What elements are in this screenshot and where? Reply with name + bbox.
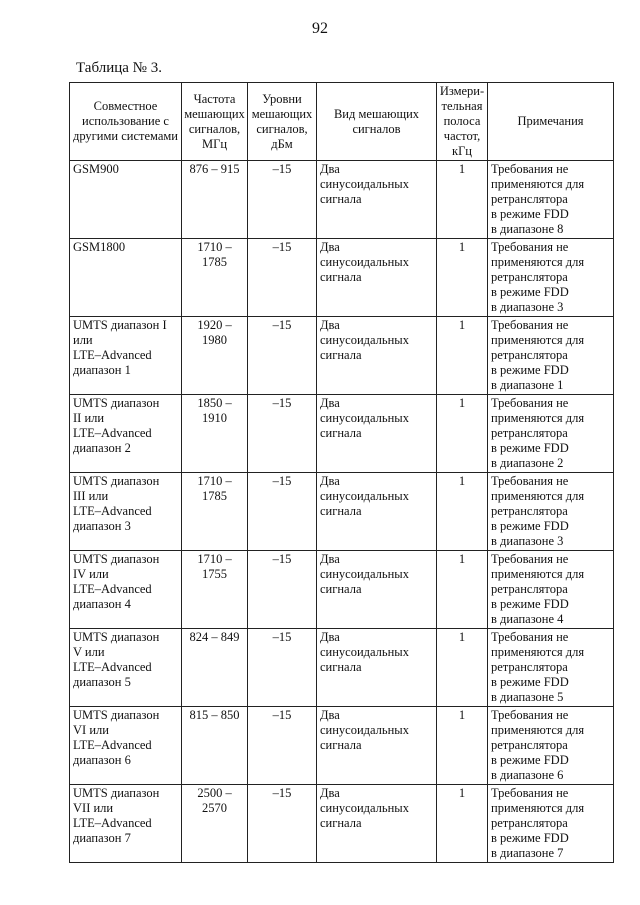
- cell-level: –15: [248, 239, 317, 317]
- header-notes: Примечания: [488, 83, 614, 161]
- cell-frequency: 1710 – 1785: [182, 239, 248, 317]
- header-bandwidth: Измери-тельная полоса частот, кГц: [437, 83, 488, 161]
- cell-bandwidth: 1: [437, 473, 488, 551]
- cell-frequency: 876 – 915: [182, 161, 248, 239]
- cell-system: GSM900: [70, 161, 182, 239]
- header-level: Уровни мешающих сигналов, дБм: [248, 83, 317, 161]
- cell-notes: Требования не применяются для ретранслятора в режиме FDD в диапазоне 8: [488, 161, 614, 239]
- cell-level: –15: [248, 317, 317, 395]
- cell-signal-type: Два синусоидальных сигнала: [317, 395, 437, 473]
- cell-signal-type: Два синусоидальных сигнала: [317, 629, 437, 707]
- cell-level: –15: [248, 161, 317, 239]
- cell-signal-type: Два синусоидальных сигнала: [317, 473, 437, 551]
- table-header-row: [70, 83, 614, 161]
- cell-notes: Требования не применяются для ретранслятора в режиме FDD в диапазоне 5: [488, 629, 614, 707]
- header-frequency: Частота мешающих сигналов, МГц: [182, 83, 248, 161]
- cell-frequency: 2500 – 2570: [182, 785, 248, 863]
- cell-frequency: 815 – 850: [182, 707, 248, 785]
- cell-system: UMTS диапазон IV или LTE–Advanced диапазон 4: [70, 551, 182, 629]
- cell-signal-type: Два синусоидальных сигнала: [317, 161, 437, 239]
- interference-table: [69, 82, 614, 863]
- cell-notes: Требования не применяются для ретранслятора в режиме FDD в диапазоне 3: [488, 473, 614, 551]
- cell-level: –15: [248, 785, 317, 863]
- cell-notes: Требования не применяются для ретранслятора в режиме FDD в диапазоне 4: [488, 551, 614, 629]
- header-signal-type: Вид мешающих сигналов: [317, 83, 437, 161]
- cell-frequency: 1920 – 1980: [182, 317, 248, 395]
- cell-frequency: 1710 – 1755: [182, 551, 248, 629]
- cell-bandwidth: 1: [437, 785, 488, 863]
- cell-frequency: 1850 – 1910: [182, 395, 248, 473]
- cell-system: UMTS диапазон VII или LTE–Advanced диапазон 7: [70, 785, 182, 863]
- cell-bandwidth: 1: [437, 161, 488, 239]
- header-system: Совместное использование с другими системами: [70, 83, 182, 161]
- table-row: [70, 785, 614, 863]
- cell-level: –15: [248, 473, 317, 551]
- cell-level: –15: [248, 395, 317, 473]
- cell-bandwidth: 1: [437, 317, 488, 395]
- cell-bandwidth: 1: [437, 395, 488, 473]
- cell-signal-type: Два синусоидальных сигнала: [317, 707, 437, 785]
- cell-bandwidth: 1: [437, 239, 488, 317]
- cell-notes: Требования не применяются для ретранслятора в режиме FDD в диапазоне 7: [488, 785, 614, 863]
- cell-notes: Требования не применяются для ретранслятора в режиме FDD в диапазоне 2: [488, 395, 614, 473]
- table-row: [70, 473, 614, 551]
- cell-system: UMTS диапазон II или LTE–Advanced диапазон 2: [70, 395, 182, 473]
- cell-notes: Требования не применяются для ретранслятора в режиме FDD в диапазоне 6: [488, 707, 614, 785]
- cell-signal-type: Два синусоидальных сигнала: [317, 785, 437, 863]
- cell-frequency: 1710 – 1785: [182, 473, 248, 551]
- cell-system: UMTS диапазон V или LTE–Advanced диапазон 5: [70, 629, 182, 707]
- cell-notes: Требования не применяются для ретранслятора в режиме FDD в диапазоне 3: [488, 239, 614, 317]
- cell-system: UMTS диапазон III или LTE–Advanced диапазон 3: [70, 473, 182, 551]
- cell-bandwidth: 1: [437, 551, 488, 629]
- cell-frequency: 824 – 849: [182, 629, 248, 707]
- cell-level: –15: [248, 707, 317, 785]
- table-row: [70, 551, 614, 629]
- table-row: [70, 629, 614, 707]
- table-caption: Таблица № 3.: [76, 60, 162, 76]
- cell-signal-type: Два синусоидальных сигнала: [317, 239, 437, 317]
- cell-system: UMTS диапазон I или LTE–Advanced диапазон 1: [70, 317, 182, 395]
- table-row: [70, 239, 614, 317]
- table-row: [70, 161, 614, 239]
- cell-signal-type: Два синусоидальных сигнала: [317, 317, 437, 395]
- cell-system: UMTS диапазон VI или LTE–Advanced диапазон 6: [70, 707, 182, 785]
- cell-notes: Требования не применяются для ретранслятора в режиме FDD в диапазоне 1: [488, 317, 614, 395]
- cell-level: –15: [248, 551, 317, 629]
- table-row: [70, 707, 614, 785]
- cell-signal-type: Два синусоидальных сигнала: [317, 551, 437, 629]
- table-row: [70, 317, 614, 395]
- cell-system: GSM1800: [70, 239, 182, 317]
- cell-bandwidth: 1: [437, 629, 488, 707]
- cell-bandwidth: 1: [437, 707, 488, 785]
- table-row: [70, 395, 614, 473]
- cell-level: –15: [248, 629, 317, 707]
- page-number: 92: [312, 20, 328, 37]
